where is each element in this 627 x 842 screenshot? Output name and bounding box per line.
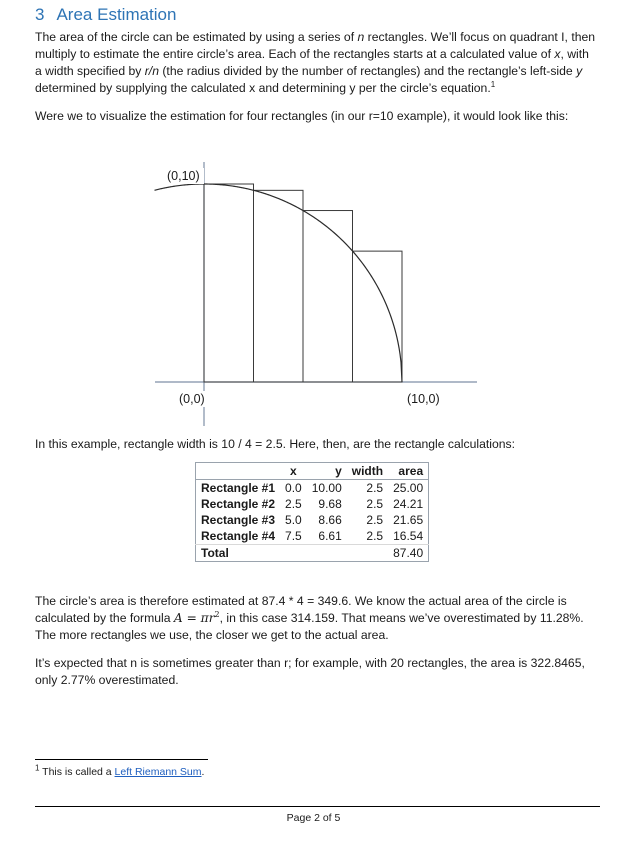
estimation-rectangle-3 — [303, 211, 353, 382]
formula-equals: = — [182, 611, 201, 625]
circle-arc — [155, 184, 403, 382]
cell-x: 7.5 — [285, 529, 302, 543]
label-top: (0,10) — [163, 168, 204, 184]
footnote — [35, 763, 205, 778]
estimation-rectangle-2 — [254, 190, 304, 382]
row-label: Rectangle #1 — [201, 481, 276, 495]
cell-width: 2.5 — [366, 529, 384, 543]
text-run: The circle’s area is therefore estimated at 87.4 * 4 = 349.6. We know the actual area of the circle is calculated by the formula — [35, 594, 567, 625]
text-run: , with a width specified by — [35, 47, 589, 78]
section-heading — [35, 5, 176, 25]
row-label: Rectangle #4 — [201, 529, 276, 543]
intro-paragraph — [35, 29, 598, 97]
visualization-intro: Were we to visualize the estimation for four rectangles (in our r=10 example), it would look like this: — [35, 109, 569, 123]
cell-y: 8.66 — [318, 513, 342, 527]
text-run: (the radius divided by the number of rectangles) and the rectangle’s left-side — [158, 64, 577, 78]
footnote-number: 1 — [35, 763, 40, 773]
footnote-text: This is called a — [39, 766, 115, 778]
text-run: , in this case 314.159. That means we’ve overestimated by 11.28%. The more rectangles we use, the closer we get to the actual area. — [35, 611, 584, 642]
formula — [174, 611, 220, 625]
footnote-separator — [35, 759, 208, 760]
section-number: 3 — [35, 5, 45, 24]
riemann-diagram — [140, 160, 480, 440]
header-area: area — [388, 463, 429, 480]
formula-pi: π — [200, 611, 209, 625]
table-row — [196, 528, 429, 545]
italic-y: y — [576, 64, 583, 78]
label-origin: (0,0) — [175, 391, 209, 407]
estimation-rectangle-1 — [204, 184, 254, 382]
cell-width: 2.5 — [366, 513, 384, 527]
table-row — [196, 480, 429, 497]
cell-x: 0.0 — [285, 481, 302, 495]
riemann-sum-link[interactable]: Left Riemann Sum — [114, 766, 202, 778]
total-label: Total — [196, 545, 281, 562]
estimation-rectangle-4 — [353, 251, 403, 382]
text-run: rectangles. We’ll focus on quadrant I, then multiply to estimate the entire circle’s area. Each of the rectangles starts at a calculated value of — [35, 30, 596, 61]
row-label: Rectangle #3 — [201, 513, 276, 527]
table-total-row — [196, 545, 429, 562]
cell-area: 21.65 — [393, 513, 424, 527]
row-label: Rectangle #2 — [201, 497, 276, 511]
text-run: determined by supplying the calculated x and determining y per the circle’s equation. — [35, 81, 491, 95]
italic-x: x — [554, 47, 561, 61]
footnote-reference[interactable]: 1 — [490, 79, 496, 89]
label-right: (10,0) — [403, 391, 444, 407]
total-area: 87.40 — [388, 545, 429, 562]
formula-lhs: A — [173, 611, 183, 625]
italic-r-over-n: r/n — [144, 64, 159, 78]
cell-width: 2.5 — [366, 481, 384, 495]
table-row — [196, 512, 429, 528]
footer-separator — [35, 806, 600, 807]
italic-n: n — [357, 30, 365, 44]
width-explanation: In this example, rectangle width is 10 / 4 = 2.5. Here, then, are the rectangle calculations: — [35, 437, 515, 451]
page-number: Page 2 of 5 — [286, 812, 341, 824]
expectation-paragraph: It’s expected that n is sometimes greater than r; for example, with 20 rectangles, the area is 322.8465, only 2.77% overestimated. — [35, 656, 585, 687]
cell-area: 24.21 — [393, 497, 424, 511]
table-row — [196, 496, 429, 512]
header-width: width — [347, 463, 388, 480]
cell-x: 2.5 — [285, 497, 302, 511]
cell-width: 2.5 — [366, 497, 384, 511]
cell-y: 10.00 — [311, 481, 342, 495]
section-title: Area Estimation — [56, 5, 177, 24]
cell-y: 6.61 — [318, 529, 342, 543]
header-x: x — [280, 463, 307, 480]
cell-y: 9.68 — [318, 497, 342, 511]
cell-area: 16.54 — [393, 529, 424, 543]
cell-x: 5.0 — [285, 513, 302, 527]
result-paragraph — [35, 593, 598, 644]
formula-r: r — [208, 611, 215, 625]
rectangle-table — [195, 462, 429, 562]
cell-area: 25.00 — [393, 481, 424, 495]
table-header-row — [196, 463, 429, 480]
text-run: The area of the circle can be estimated by using a series of — [35, 30, 358, 44]
footnote-end: . — [201, 766, 205, 778]
header-y: y — [307, 463, 347, 480]
formula-exponent: 2 — [214, 609, 220, 619]
header-label — [196, 463, 281, 480]
